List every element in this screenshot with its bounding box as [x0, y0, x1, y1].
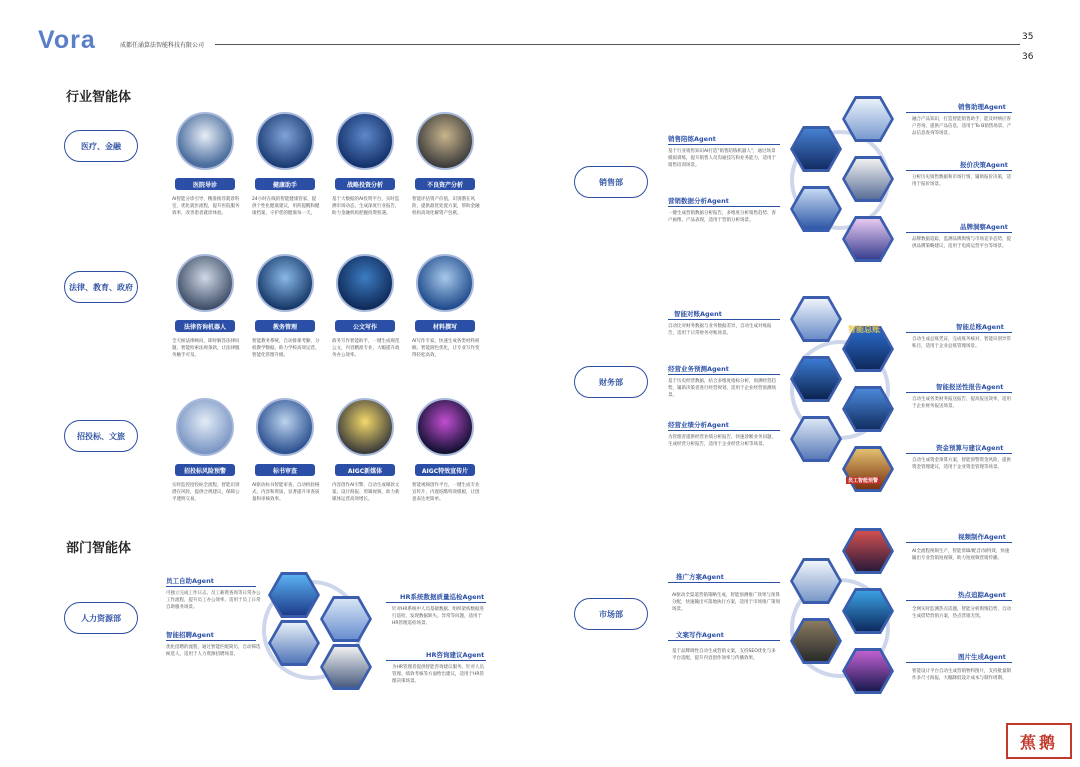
material-writing-image: [416, 254, 474, 312]
market-agent-4-rule: [906, 600, 1012, 601]
finance-hex-6: [842, 446, 894, 492]
desc-strategy-investment: 基于大数据的AI投资平台，实时监测市场动态，生成深度行业报告，助力金融机构把握投资机遇。: [332, 197, 400, 216]
market-agent-5-rule: [906, 662, 1012, 663]
sales-agent-4-desc: 分析历史销售数据和市场行情，辅助报价决策，适用于报价场景。: [912, 175, 1011, 187]
sales-agent-2-name[interactable]: 营销数据分析Agent: [668, 197, 729, 205]
market-agent-4-name[interactable]: 热点追踪Agent: [958, 591, 1006, 599]
market-agent-5-name[interactable]: 图片生成Agent: [958, 653, 1006, 661]
tag-aigc-media[interactable]: AIGC新媒体: [335, 464, 395, 476]
sales-agent-2-rule: [668, 206, 780, 207]
desc-bid-risk: 实时监控招投标全流程，智能识别潜在风险，提供合规建议，保障公平透明交易。: [172, 483, 240, 502]
market-agent-1-name[interactable]: 推广方案Agent: [676, 573, 724, 581]
tag-official-doc[interactable]: 公文写作: [335, 320, 395, 332]
finance-agent-1-desc: 自动比对财务数据与业务数据差异，自动生成对账报告，适用于日常财务对账场景。: [668, 324, 772, 336]
finance-agent-5-desc: 自动生成各类财务报送报告，提高报送效率，适用于企业财务报送场景。: [912, 397, 1011, 409]
hr-agent-2-name[interactable]: 智能招聘Agent: [166, 631, 214, 639]
hr-agent-4-rule: [386, 660, 486, 661]
finance-hex-label-1: 智能总账: [848, 325, 880, 334]
sales-agent-5-name[interactable]: 品牌洞察Agent: [960, 223, 1008, 231]
desc-aigc-video: 智能视频创作平台，一键生成专业宣传片，内置炫酷特效模板，让创意表达更简单。: [412, 483, 480, 502]
dept-title: 部门智能体: [66, 541, 132, 556]
finance-agent-5-name[interactable]: 智能报送性报告Agent: [936, 383, 1004, 391]
market-agent-2-rule: [668, 640, 780, 641]
sales-agent-3-desc: 融合产品知识，打造智能销售助手，能及时响应客户咨询，提供产品信息，适用于To B销售场景、产品信息查询等场景。: [912, 117, 1012, 136]
finance-agent-2-desc: 基于历史经营数据，结合多维度指标分析，预测经营趋势，辅助决策者进行经营规划，适用于企业经营预测场景。: [668, 379, 776, 398]
tag-bid-risk[interactable]: 招投标风险预警: [175, 464, 235, 476]
hr-agent-3-desc: 针对HR系统中人员基础数据、组织架构数据进行巡检，发现数据缺失、异常等问题，适用于HR管理巡检场景。: [392, 607, 485, 626]
desc-aigc-media: 内容创作AI引擎，自动生成爆款文案、设计海报、剪辑视频，助力新媒体运营高效增长。: [332, 483, 400, 502]
finance-agent-1-rule: [668, 319, 780, 320]
bid-risk-image: [176, 398, 234, 456]
bid-review-image: [256, 398, 314, 456]
tag-legal-robot[interactable]: 法律咨询机器人: [175, 320, 235, 332]
dept-finance[interactable]: 财务部: [574, 366, 648, 398]
edu-admin-image: [256, 254, 314, 312]
tag-health-assistant[interactable]: 健康助手: [255, 178, 315, 190]
company-name: 成都任涌算法智能科技有限公司: [120, 42, 205, 49]
medical-guide-image: [176, 112, 234, 170]
finance-agent-1-name[interactable]: 智能对账Agent: [674, 310, 722, 318]
desc-edu-admin: 智能教务系统，自动排课考勤，分析教学数据，助力学校高效运营，智能化管理升级。: [252, 339, 320, 358]
tag-aigc-video[interactable]: AIGC特效宣传片: [415, 464, 475, 476]
header-rule: [215, 44, 1020, 45]
finance-agent-2-name[interactable]: 经营业务预测Agent: [668, 365, 729, 373]
group-medical-finance[interactable]: 医疗、金融: [64, 130, 138, 162]
market-agent-1-rule: [668, 582, 780, 583]
dept-sales[interactable]: 销售部: [574, 166, 648, 198]
group-law-edu-gov[interactable]: 法律、教育、政府: [64, 271, 138, 303]
health-assistant-image: [256, 112, 314, 170]
sales-agent-1-desc: 基于行业销售知识AI打造"销售陪练机器人"，通过场景模拟训练，提升销售人员沟通技巧和业务能力，适用于销售培训场景。: [668, 149, 776, 168]
market-agent-2-name[interactable]: 文案写作Agent: [676, 631, 724, 639]
bad-asset-image: [416, 112, 474, 170]
market-hex-1: [842, 528, 894, 574]
market-agent-2-desc: 基于品牌调性自动生成营销文案，支持SEO优化与多平台适配，提升内容创作效率与传播效果。: [672, 649, 776, 661]
finance-hex-1: [790, 296, 842, 342]
watermark-stamp: 蕉鹅: [1006, 723, 1072, 759]
desc-bad-asset: 智能评估资产价值，识别潜在风险，提供最优处置方案，帮助金融机构高效化解资产包袱。: [412, 197, 480, 216]
market-agent-5-desc: 智能设计平台自动生成营销物料图片，支持批量制作多尺寸海报，大幅降低设计成本与制作周期。: [912, 669, 1011, 681]
desc-legal-robot: 全天候法律顾问，即时解答法律问题，智能检索法规条款，让法律服务触手可及。: [172, 339, 240, 358]
brand-logo: Vora: [38, 26, 96, 54]
tag-strategy-investment[interactable]: 战略投资分析: [335, 178, 395, 190]
desc-health-assistant: 24小时在线的智能健康管家，提供个性化健康建议，用药提醒和健康档案，守护您的健康每一天。: [252, 197, 320, 216]
finance-agent-4-name[interactable]: 智能总账Agent: [956, 323, 1004, 331]
industry-title: 行业智能体: [66, 90, 132, 105]
aigc-video-image: [416, 398, 474, 456]
hr-agent-1-rule: [166, 586, 256, 587]
finance-agent-4-desc: 自动生成总账凭证，完成账务核对，智能识别异常账目，适用于企业总账管理场景。: [912, 337, 1011, 349]
sales-agent-3-name[interactable]: 销售助理Agent: [958, 103, 1006, 111]
tag-medical-guide[interactable]: 医院导诊: [175, 178, 235, 190]
sales-agent-1-rule: [668, 144, 780, 145]
sales-agent-4-name[interactable]: 报价决策Agent: [960, 161, 1008, 169]
desc-medical-guide: AI智能分诊引导，精准推荐就诊科室，优化就医流程，提升医院服务效率，改善患者就诊体验。: [172, 197, 240, 216]
tag-bid-review[interactable]: 标书审查: [255, 464, 315, 476]
tag-edu-admin[interactable]: 教务管理: [255, 320, 315, 332]
finance-agent-3-name[interactable]: 经营业绩分析Agent: [668, 421, 729, 429]
sales-agent-5-desc: 品牌数据追踪，监测品牌舆情与市场竞争态势，提供品牌策略建议，适用于电商运营平台等场景。: [912, 237, 1011, 249]
hr-agent-4-desc: 为HR管理者提供智能咨询建议服务，针对人员管理、绩效考核等方面给出建议，适用于HR管理决策场景。: [392, 665, 485, 684]
strategy-investment-image: [336, 112, 394, 170]
sales-agent-2-desc: 一键生成营销数据分析报告，多维度分析销售趋势、客户画像、产品表现，适用于营销分析场景。: [668, 211, 776, 223]
official-doc-image: [336, 254, 394, 312]
sales-agent-4-rule: [906, 170, 1012, 171]
sales-agent-3-rule: [906, 112, 1012, 113]
hr-agent-4-name[interactable]: HR咨询建议Agent: [426, 651, 485, 659]
sales-agent-5-rule: [906, 232, 1012, 233]
hr-agent-3-name[interactable]: HR系统数据质量巡检Agent: [400, 593, 485, 601]
page-number-left: 35: [1022, 32, 1034, 42]
finance-agent-5-rule: [906, 392, 1012, 393]
desc-material-writing: AI写作专家，快速生成各类材料初稿，智能润色优化，让专业写作变得轻松高效。: [412, 339, 480, 358]
legal-robot-image: [176, 254, 234, 312]
finance-agent-4-rule: [906, 332, 1012, 333]
hr-agent-2-desc: 优化招聘的流程，通过智能匹配简历，自动筛选候选人，适用于人力资源招聘场景。: [166, 645, 261, 657]
group-bidding-tourism[interactable]: 招投标、文旅: [64, 420, 138, 452]
dept-hr[interactable]: 人力资源部: [64, 602, 138, 634]
hr-agent-1-name[interactable]: 员工自助Agent: [166, 577, 214, 585]
finance-agent-3-rule: [668, 430, 780, 431]
market-agent-3-rule: [906, 542, 1012, 543]
finance-agent-6-rule: [906, 453, 1012, 454]
tag-material-writing[interactable]: 材料撰写: [415, 320, 475, 332]
desc-bid-review: AI驱动标书智能审查，自动校验格式，内容和资质，显著提升审查质量和审核效率。: [252, 483, 320, 502]
finance-agent-2-rule: [668, 374, 780, 375]
aigc-media-image: [336, 398, 394, 456]
finance-agent-6-desc: 自动生成资金预算方案，智能预警资金风险，提供资金管理建议，适用于企业资金管理等场景。: [912, 458, 1011, 470]
dept-market[interactable]: 市场部: [574, 598, 648, 630]
desc-official-doc: 政务写作智能助手，一键生成规范公文，内容精准专业，大幅提升政务办公效率。: [332, 339, 400, 358]
page-number-right: 36: [1022, 52, 1034, 62]
tag-bad-asset[interactable]: 不良资产分析: [415, 178, 475, 190]
finance-hex-label-2: 员工智能预警: [848, 478, 879, 484]
market-agent-1-desc: AI驱动全渠道营销策略生成，智能预测推广效果与预算分配，快速输出可落地执行方案，适用于市场推广策划场景。: [672, 593, 780, 612]
hr-agent-2-rule: [166, 640, 256, 641]
finance-agent-6-name[interactable]: 资金预算与建议Agent: [936, 444, 1004, 452]
market-agent-3-desc: AI全流程视频生产，智能剪辑/配音/加特效，快速输出专业营销短视频，助力短视频营销传播。: [912, 549, 1010, 561]
hr-agent-1-desc: 可独立完成工作日志、员工薪资查询等日常办公工作流程，提升员工办公效率，适用于员工日常自助服务场景。: [166, 591, 261, 610]
finance-agent-3-desc: 为管理者提供经营业绩分析报告，快速诊断业务问题，生成经营分析报告，适用于企业经营分析等场景。: [668, 435, 776, 447]
market-agent-3-name[interactable]: 视频制作Agent: [958, 533, 1006, 541]
hr-agent-3-rule: [386, 602, 486, 603]
sales-agent-1-name[interactable]: 销售陪练Agent: [668, 135, 716, 143]
market-agent-4-desc: 全网实时监测热点话题，智能分析舆情趋势，自动生成借势营销方案，热点营销无忧。: [912, 607, 1011, 619]
